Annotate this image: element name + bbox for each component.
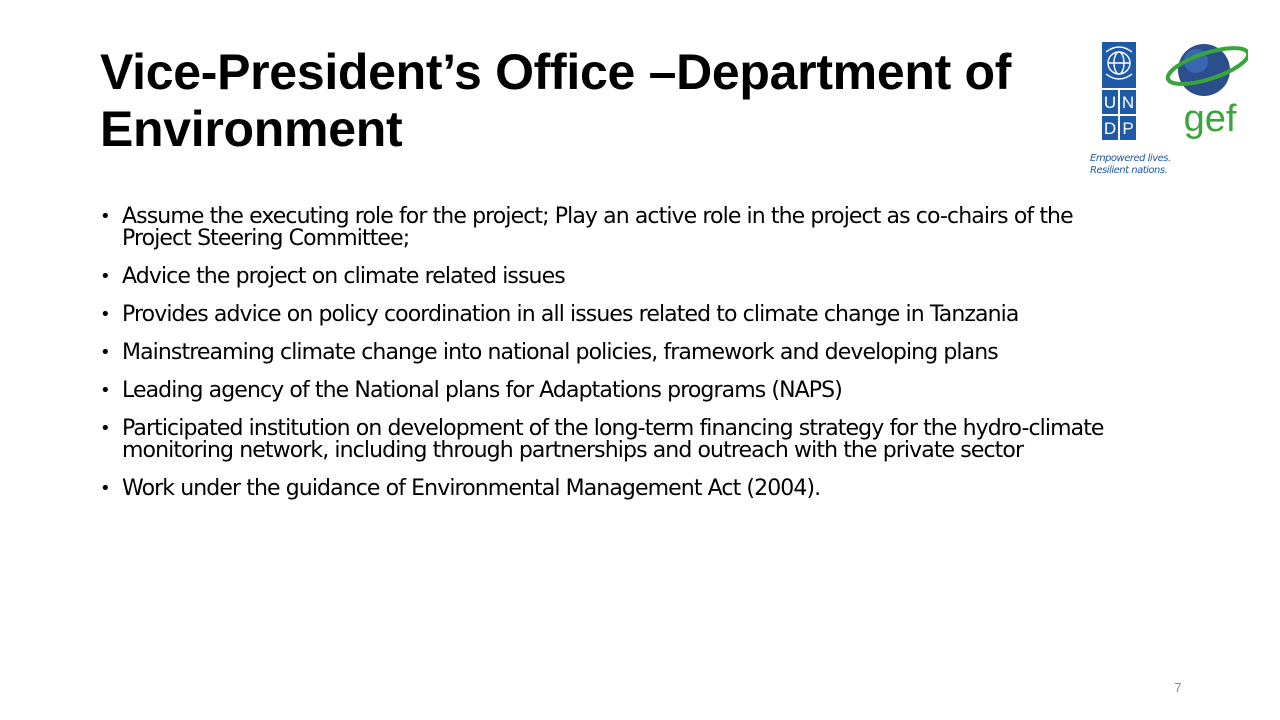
bullet-item: • Work under the guidance of Environmental Management Act (2004). xyxy=(100,478,1120,500)
svg-text:U: U xyxy=(1103,93,1117,112)
svg-text:N: N xyxy=(1121,93,1135,112)
svg-text:D: D xyxy=(1103,119,1117,138)
slide-title xyxy=(100,44,1190,158)
bullet-list xyxy=(100,206,1120,516)
bullet-item: • Provides advice on policy coordination in all issues related to climate change in Tanzania xyxy=(100,304,1120,326)
svg-text:gef: gef xyxy=(1183,98,1237,140)
slide-number: 7 xyxy=(1174,680,1182,695)
svg-text:P: P xyxy=(1122,119,1134,138)
bullet-item: • Leading agency of the National plans for Adaptations programs (NAPS) xyxy=(100,380,1120,402)
gef-globe-icon xyxy=(1164,41,1248,96)
undp-tagline: Empowered lives. Resilient nations. xyxy=(1090,153,1171,176)
bullet-item: • Mainstreaming climate change into national policies, framework and developing plans xyxy=(100,342,1120,364)
bullet-item: • Advice the project on climate related issues xyxy=(100,266,1120,288)
slide-title-line-1: Vice-President’s Office –Department of xyxy=(100,44,1012,100)
bullet-item: • Participated institution on development of the long-term financing strategy for the hydro-climate monitoring network, including through partnerships and outreach with the private sector xyxy=(100,418,1120,462)
bullet-item: • Assume the executing role for the project; Play an active role in the project as co-chairs of the Project Steering Committee; xyxy=(100,206,1120,250)
partner-logos xyxy=(1080,36,1248,182)
slide-title-line-2: Environment xyxy=(100,101,403,157)
